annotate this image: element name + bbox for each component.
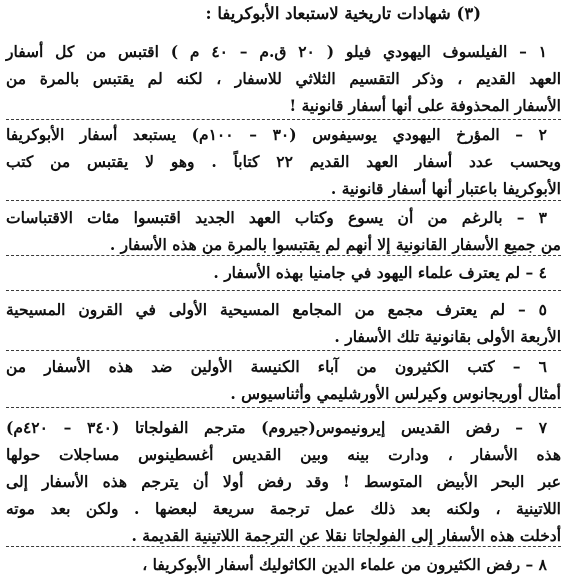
paragraph-line: ٥ – لم يعترف مجمع من المجامع المسيحية الأولى في القرون المسيحية (6, 300, 547, 319)
paragraph-line: ٢ – المؤرخ اليهودي يوسيفوس (٣٠ – ١٠٠م) يستبعد أسفار الأبوكريفا (6, 125, 547, 144)
paragraph-line: ٣ – بالرغم من أن يسوع وكتاب العهد الجديد اقتبسوا مئات الاقتباسات (6, 208, 547, 227)
paragraph-divider (6, 119, 561, 120)
paragraph-divider (6, 546, 561, 547)
paragraph-1 (6, 38, 561, 119)
paragraph-5 (6, 296, 561, 350)
paragraph-2 (6, 121, 561, 202)
paragraph-line: أمثال أوريجانوس وكيرلس الأورشليمي وأثناسيوس . (230, 384, 561, 403)
paragraph-line: أدخلت هذه الأسفار إلى الفولجاتا نقلا عن الترجمة اللاتينية القديمة . (131, 526, 561, 545)
paragraph-line: ١ – الفيلسوف اليهودي فيلو ( ٢٠ ق.م – ٤٠ م ) اقتبس من كل أسفار (6, 42, 547, 61)
paragraph-line: الأسفار المحذوفة على أنها أسفار قانونية ! (289, 96, 561, 115)
paragraph-line: الأربعة الأولى بقانونية تلك الأسفار . (334, 327, 561, 346)
paragraph-divider (6, 290, 561, 291)
paragraph-divider (6, 350, 561, 351)
paragraph-divider (6, 407, 561, 408)
paragraph-line: ٦ – كتب الكثيرون من آباء الكنيسة الأولين ضد هذه الأسفار من (6, 357, 547, 376)
paragraph-line: ٤ – لم يعترف علماء اليهود في جامنيا بهذه الأسفار . (213, 263, 547, 282)
section-heading: (٣) شهادات تاريخية لاستبعاد الأبوكريفا : (205, 4, 481, 23)
paragraph-line: ٧ – رفض القديس إيرونيموس(جيروم) مترجم الفولجاتا (٣٤٠ – ٤٢٠م) (6, 418, 548, 437)
paragraph-line: الأبوكريفا باعتبار أنها أسفار قانونية . (330, 179, 561, 198)
paragraph-7 (6, 414, 561, 549)
paragraph-4 (6, 259, 561, 286)
paragraph-line: عبر البحر الأبيض المتوسط ! وقد رفض أولا أن يترجم هذه الأسفار إلى (6, 472, 561, 491)
paragraph-divider (6, 200, 561, 201)
paragraph-6 (6, 353, 561, 407)
paragraph-line: ٨ – رفض الكثيرون من علماء الدين الكاثوليك أسفار الأبوكريفا ، (142, 555, 547, 574)
paragraph-3 (6, 204, 561, 258)
paragraph-line: اللاتينية ، ولكنه بعد ذلك عمل ترجمة سريعة لبعضها . ولكن بعد موته (6, 499, 561, 518)
paragraph-line: ويحسب عدد أسفار العهد القديم ٢٢ كتاباً . وهو لا يقتبس من كتب (6, 152, 562, 171)
paragraph-divider (6, 255, 561, 256)
paragraph-line: هذه الأسفار ، ودارت بينه وبين القديس أغسطينوس مساجلات حولها (6, 445, 561, 464)
paragraph-line: العهد القديم ، وذكر التقسيم الثلاثي للاسفار ، لكنه لم يقتبس بالمرة من (6, 69, 561, 88)
paragraph-8 (6, 551, 561, 578)
paragraph-line: من جميع الأسفار القانونية إلا أنهم لم يقتبسوا بالمرة من هذه الأسفار . (109, 235, 561, 254)
